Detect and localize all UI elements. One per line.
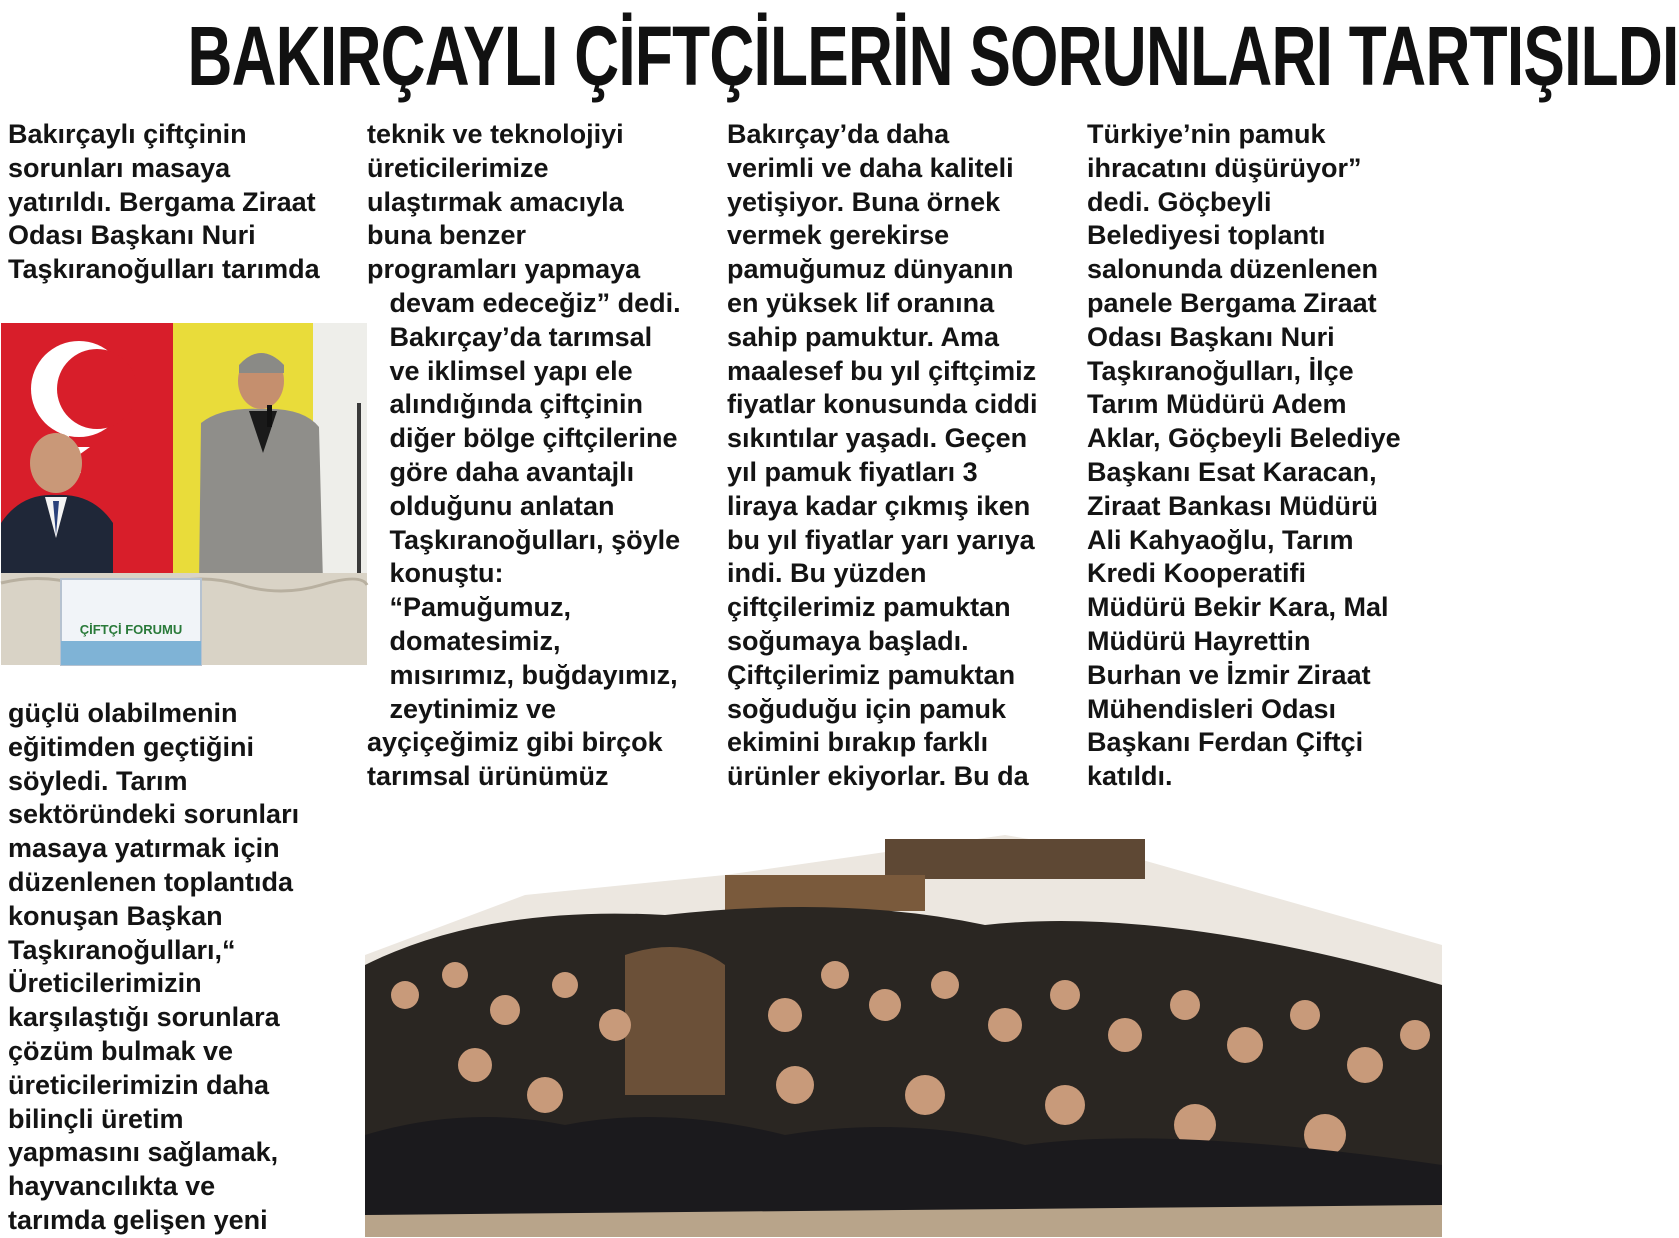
article-column-4: Türkiye’nin pamuk ihracatını düşürüyor” dedi. Göçbeyli Belediyesi toplantı salonunda düzenlenen panele Bergama Ziraat Odası Başkanı Nuri Taşkıranoğulları, İlçe Tarım Müdürü Adem Aklar, Göçbeyli Belediye Başkanı Esat Karacan, Ziraat Bankası Müdürü Ali Kahyaoğlu, Tarım Kredi Kooperatifi Müdürü Bekir Kara, Mal Müdürü Hayrettin Burhan ve İzmir Ziraat Mühendisleri Odası Başkanı Ferdan Çiftçi katıldı. bbox=[1087, 119, 1401, 792]
article-column-1-bottom: güçlü olabilmenin eğitimden geçtiğini söyledi. Tarım sektöründeki sorunları masaya yatırmak için düzenlenen toplantıda konuşan Başkan Taşkıranoğulları,“ Üreticilerimizin karşılaştığı sorunlara çözüm bulmak ve üreticilerimizin daha bilinçli üretim yapmasını sağlamak, hayvancılıkta ve tarımda gelişen yeni bbox=[8, 698, 300, 1235]
article-column-1-top: Bakırçaylı çiftçinin sorunları masaya yatırıldı. Bergama Ziraat Odası Başkanı Nuri Taşkıranoğulları tarımda bbox=[8, 119, 320, 285]
headline: BAKIRÇAYLI ÇİFTÇİLERİN SORUNLARI TARTIŞILDI bbox=[187, 9, 1679, 103]
article-column-3: Bakırçay’da daha verimli ve daha kaliteli yetişiyor. Buna örnek vermek gerekirse pamuğumuz dünyanın en yüksek lif oranına sahip pamuktur. Ama maalesef bu yıl çiftçimiz fiyatlar konusunda ciddi sıkıntılar yaşadı. Geçen yıl pamuk fiyatları 3 liraya kadar çıkmış iken bu yıl fiyatlar yarı yarıya indi. Bu yüzden çiftçilerimiz pamuktan soğumaya başladı. Çiftçilerimiz pamuktan soğuduğu için pamuk ekimini bırakıp farklı ürünler ekiyorlar. Bu da bbox=[727, 119, 1038, 792]
speaker-photo-image bbox=[1, 323, 367, 665]
audience-photo bbox=[365, 835, 1442, 1237]
audience-photo-image bbox=[365, 835, 1442, 1237]
banner-text: ÇİFTÇİ FORUMU bbox=[79, 622, 183, 637]
speaker-photo bbox=[1, 323, 367, 665]
article-column-2: teknik ve teknolojiyi üreticilerimize ulaştırmak amacıyla buna benzer programları yapmaya devam edeceğiz” dedi. Bakırçay’da tarımsal ve iklimsel yapı ele alındığında çiftçinin diğer bölge çiftçilerine göre daha avantajlı olduğunu anlatan Taşkıranoğulları, şöyle konuştu: “Pamuğumuz, domatesimiz, mısırımız, buğdayımız, zeytinimiz ve ayçiçeğimiz gibi birçok tarımsal ürünümüz bbox=[367, 119, 681, 792]
